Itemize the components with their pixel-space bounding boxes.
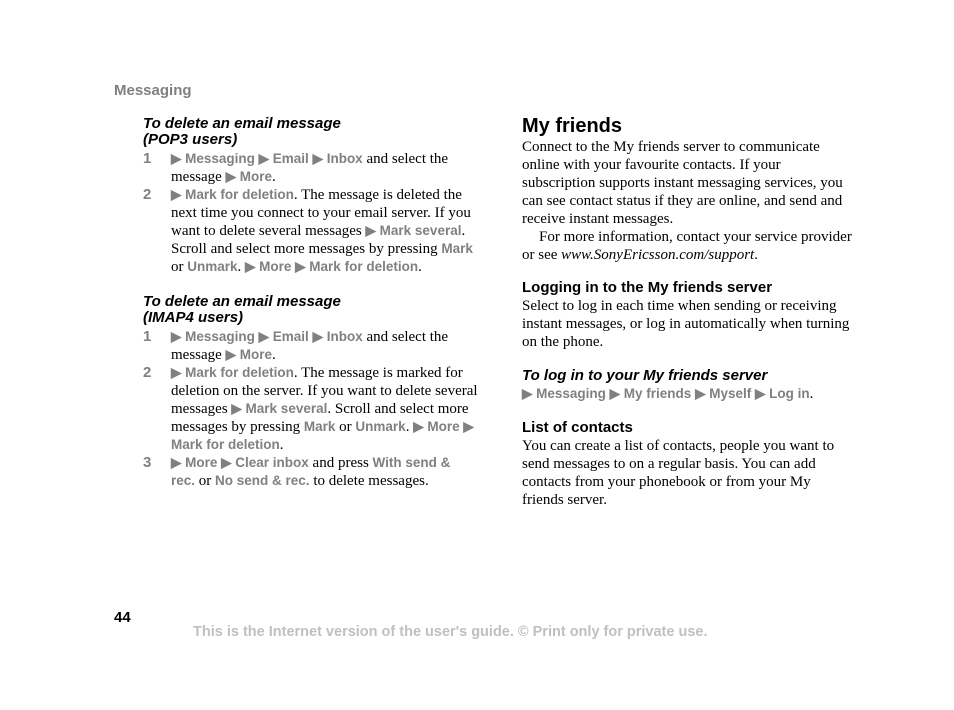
imap4-title-line2: (IMAP4 users) [143,309,244,326]
page-number: 44 [114,609,131,626]
step-text: or [335,419,356,435]
login-task-heading: To log in to your My friends server [522,367,768,384]
intro-paragraph: Connect to the My friends server to communicate online with your favourite contacts. If your subscription supports instant messaging services, you can see contact status if they are online, and send and receive instant messages. [522,139,843,227]
step-text: and press [308,455,373,471]
step-number: 1 [143,150,152,167]
intro-more-info [522,228,852,264]
step-text: and select the message [171,151,449,185]
soft-key: Mark [441,241,473,256]
intro-text: For more information, contact your service provider or see [522,229,852,263]
menu-path: ▶ Email [258,151,309,166]
step-text: . [271,347,276,363]
step-text: . [405,419,414,435]
step-text: . The message is marked for deletion on the server. If you want to delete several messages [171,365,478,417]
menu-path: ▶ Mark for deletion [171,419,474,452]
step-text: to delete messages. [309,473,429,489]
pop3-title-line2: (POP3 users) [143,131,238,148]
menu-path: ▶ Myself [695,386,752,401]
contacts-paragraph: You can create a list of contacts, people you want to send messages to on a regular basis. You can add contacts from your phonebook or from your My friends server. [522,438,835,508]
step-text: . [237,259,246,275]
soft-key: Unmark [187,259,238,274]
login-heading: Logging in to the My friends server [522,279,773,296]
left-column [143,116,478,490]
step-text: . [271,169,276,185]
menu-path: ▶ Clear inbox [221,455,309,470]
page-title: My friends [522,115,623,137]
menu-path: ▶ Mark several [231,401,328,416]
step-text: . Scroll and select more messages by pressing [171,401,469,435]
step-text: and select the message [171,329,449,363]
pop3-step-1 [143,150,478,186]
step-text: or [195,473,216,489]
step-number: 2 [143,364,152,381]
contacts-heading: List of contacts [522,419,633,436]
menu-path: ▶ Messaging [171,151,255,166]
soft-key: With send & rec. [171,455,451,488]
footer-notice: This is the Internet version of the user's guide. © Print only for private use. [193,624,708,640]
imap4-step-3 [143,454,478,490]
menu-path: ▶ Inbox [312,329,363,344]
menu-path: ▶ Mark several [365,223,462,238]
menu-path: ▶ Inbox [312,151,363,166]
menu-path: ▶ Log in [754,386,810,401]
menu-path: ▶ More [245,259,292,274]
step-number: 3 [143,454,152,471]
step-number: 2 [143,186,152,203]
intro-text: . [754,247,758,263]
imap4-title-line1: To delete an email message [143,293,341,310]
step-text: . [809,386,814,402]
menu-path: ▶ Messaging [171,329,255,344]
menu-path: ▶ Messaging [522,386,606,401]
section-header: Messaging [114,82,192,99]
step-text: or [171,259,188,275]
menu-path: ▶ Mark for deletion [171,187,294,202]
menu-path: ▶ Email [258,329,309,344]
right-column [522,114,852,509]
menu-path: ▶ More [225,347,272,362]
step-text: . The message is deleted the next time you connect to your email server. If you want to delete several messages [171,187,471,239]
step-text: . [418,259,422,275]
pop3-task [143,116,478,276]
login-task-path [522,385,852,403]
menu-path: ▶ More [413,419,460,434]
soft-key: No send & rec. [215,473,310,488]
login-paragraph: Select to log in each time when sending or receiving instant messages, or log in automatically when turning on the phone. [522,298,850,350]
imap4-step-2 [143,364,478,454]
menu-path: ▶ My friends [609,386,692,401]
support-url: www.SonyEricsson.com/support [561,247,755,263]
imap4-task [143,294,478,490]
soft-key: Unmark [355,419,406,434]
menu-path: ▶ More [225,169,272,184]
imap4-step-1 [143,328,478,364]
pop3-step-2 [143,186,478,276]
step-number: 1 [143,328,152,345]
menu-path: ▶ Mark for deletion [171,365,294,380]
step-text: . Scroll and select more messages by pressing [171,223,466,257]
pop3-title-line1: To delete an email message [143,115,341,132]
menu-path: ▶ Mark for deletion [295,259,419,274]
step-text: . [279,437,284,453]
soft-key: Mark [303,419,336,434]
menu-path: ▶ More [171,455,218,470]
